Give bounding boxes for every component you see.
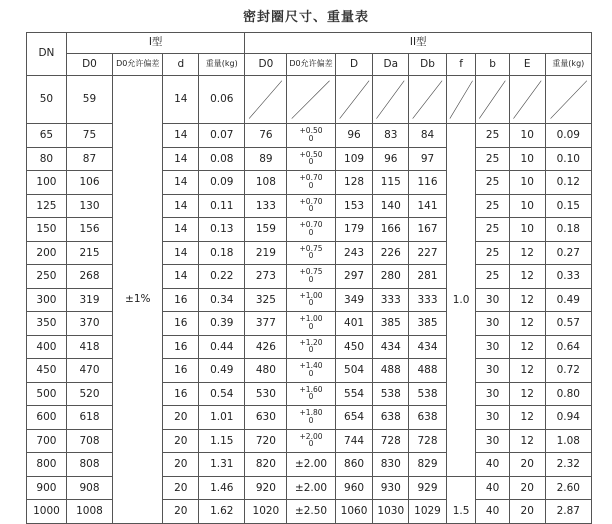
cell-weight-type2 bbox=[545, 76, 591, 124]
cell-d: 16 bbox=[163, 359, 199, 383]
seal-ring-table bbox=[26, 32, 592, 524]
cell-Db: 488 bbox=[409, 359, 447, 383]
cell-b: 25 bbox=[476, 241, 510, 265]
tolerance-line: +0.50 bbox=[299, 149, 323, 159]
cell-b: 30 bbox=[476, 382, 510, 406]
cell-d: 14 bbox=[163, 265, 199, 289]
cell-weight-type1: 0.22 bbox=[199, 265, 245, 289]
cell-d0-type1: 106 bbox=[66, 171, 112, 195]
cell-weight-type1: 1.15 bbox=[199, 429, 245, 453]
cell-D: 128 bbox=[335, 171, 373, 195]
cell-d0-tolerance-type2 bbox=[287, 194, 335, 218]
header-type1-col: D0允许偏差 bbox=[113, 54, 163, 76]
cell-d0-tolerance-type2 bbox=[287, 312, 335, 336]
cell-weight-type2: 2.60 bbox=[545, 476, 591, 500]
cell-d0-type2: 920 bbox=[245, 476, 287, 500]
cell-Da bbox=[373, 76, 409, 124]
cell-weight-type1: 0.06 bbox=[199, 76, 245, 124]
cell-Db: 1029 bbox=[409, 500, 447, 524]
cell-Da: 226 bbox=[373, 241, 409, 265]
cell-b: 40 bbox=[476, 500, 510, 524]
cell-d: 14 bbox=[163, 147, 199, 171]
cell-weight-type2: 0.10 bbox=[545, 147, 591, 171]
cell-D: 153 bbox=[335, 194, 373, 218]
table-row bbox=[27, 241, 592, 265]
cell-d0-type2: 630 bbox=[245, 406, 287, 430]
cell-d0-type2: 1020 bbox=[245, 500, 287, 524]
cell-weight-type2: 0.49 bbox=[545, 288, 591, 312]
table-row bbox=[27, 500, 592, 524]
cell-d0-type2 bbox=[245, 76, 287, 124]
header-type2-col: Da bbox=[373, 54, 409, 76]
cell-D: 450 bbox=[335, 335, 373, 359]
cell-b: 25 bbox=[476, 218, 510, 242]
table-row bbox=[27, 359, 592, 383]
cell-E: 10 bbox=[509, 124, 545, 148]
cell-weight-type2: 0.94 bbox=[545, 406, 591, 430]
cell-dn: 450 bbox=[27, 359, 67, 383]
cell-Da: 538 bbox=[373, 382, 409, 406]
tolerance-line: 0 bbox=[308, 180, 314, 190]
cell-weight-type1: 0.07 bbox=[199, 124, 245, 148]
cell-weight-type2: 0.33 bbox=[545, 265, 591, 289]
cell-D: 179 bbox=[335, 218, 373, 242]
cell-E: 12 bbox=[509, 429, 545, 453]
cell-Da: 830 bbox=[373, 453, 409, 477]
cell-weight-type2: 0.15 bbox=[545, 194, 591, 218]
cell-b: 25 bbox=[476, 194, 510, 218]
table-row bbox=[27, 171, 592, 195]
cell-d0-type1: 418 bbox=[66, 335, 112, 359]
header-type2-col: f bbox=[446, 54, 475, 76]
cell-dn: 65 bbox=[27, 124, 67, 148]
cell-Da: 83 bbox=[373, 124, 409, 148]
cell-E: 12 bbox=[509, 265, 545, 289]
tolerance-line: 0 bbox=[308, 157, 314, 167]
cell-d: 14 bbox=[163, 171, 199, 195]
cell-Db: 333 bbox=[409, 288, 447, 312]
cell-b: 25 bbox=[476, 171, 510, 195]
cell-b: 30 bbox=[476, 288, 510, 312]
header-type1-col: 重量(kg) bbox=[199, 54, 245, 76]
cell-d0-type1: 1008 bbox=[66, 500, 112, 524]
empty-mark bbox=[476, 76, 509, 123]
empty-mark bbox=[510, 76, 545, 123]
cell-D bbox=[335, 76, 373, 124]
cell-Db: 434 bbox=[409, 335, 447, 359]
tolerance-line: 0 bbox=[308, 392, 314, 402]
cell-weight-type1: 0.34 bbox=[199, 288, 245, 312]
cell-E: 12 bbox=[509, 312, 545, 336]
cell-D: 960 bbox=[335, 476, 373, 500]
cell-dn: 1000 bbox=[27, 500, 67, 524]
table-row bbox=[27, 382, 592, 406]
cell-b: 40 bbox=[476, 453, 510, 477]
cell-weight-type1: 0.08 bbox=[199, 147, 245, 171]
cell-Db: 227 bbox=[409, 241, 447, 265]
cell-D: 109 bbox=[335, 147, 373, 171]
cell-d: 14 bbox=[163, 241, 199, 265]
cell-E: 12 bbox=[509, 359, 545, 383]
cell-Da: 1030 bbox=[373, 500, 409, 524]
cell-d0-type2: 377 bbox=[245, 312, 287, 336]
cell-D: 654 bbox=[335, 406, 373, 430]
cell-d0-type1: 215 bbox=[66, 241, 112, 265]
cell-Da: 166 bbox=[373, 218, 409, 242]
tolerance-line: 0 bbox=[308, 274, 314, 284]
cell-d0-type2: 530 bbox=[245, 382, 287, 406]
cell-d0-type2: 720 bbox=[245, 429, 287, 453]
cell-Db: 385 bbox=[409, 312, 447, 336]
header-type2-col: E bbox=[509, 54, 545, 76]
cell-d0-tolerance-type2 bbox=[287, 335, 335, 359]
empty-mark bbox=[373, 76, 408, 123]
cell-d0-tolerance-type2 bbox=[287, 406, 335, 430]
tolerance-line: +1.80 bbox=[299, 408, 323, 418]
cell-d0-type1: 370 bbox=[66, 312, 112, 336]
header-type1: I型 bbox=[66, 33, 245, 54]
cell-d0-tolerance-type2: ±2.00 bbox=[287, 476, 335, 500]
cell-Db: 929 bbox=[409, 476, 447, 500]
cell-d0-tolerance-type2 bbox=[287, 359, 335, 383]
cell-Da: 385 bbox=[373, 312, 409, 336]
empty-mark bbox=[447, 76, 475, 123]
cell-D: 554 bbox=[335, 382, 373, 406]
cell-d0-tolerance-type2: ±2.00 bbox=[287, 453, 335, 477]
cell-dn: 700 bbox=[27, 429, 67, 453]
tolerance-line: 0 bbox=[308, 439, 314, 449]
cell-weight-type1: 1.01 bbox=[199, 406, 245, 430]
cell-weight-type2: 0.09 bbox=[545, 124, 591, 148]
cell-d0-type1: 470 bbox=[66, 359, 112, 383]
table-row bbox=[27, 147, 592, 171]
table-row bbox=[27, 429, 592, 453]
cell-d0-type1: 319 bbox=[66, 288, 112, 312]
cell-d: 16 bbox=[163, 335, 199, 359]
table-row bbox=[27, 453, 592, 477]
cell-Da: 280 bbox=[373, 265, 409, 289]
cell-weight-type2: 1.08 bbox=[545, 429, 591, 453]
cell-weight-type2: 0.57 bbox=[545, 312, 591, 336]
cell-d0-type1: 156 bbox=[66, 218, 112, 242]
cell-E: 20 bbox=[509, 476, 545, 500]
cell-E: 10 bbox=[509, 194, 545, 218]
cell-d0-type2: 108 bbox=[245, 171, 287, 195]
cell-d0-type2: 480 bbox=[245, 359, 287, 383]
cell-Db: 141 bbox=[409, 194, 447, 218]
cell-E: 10 bbox=[509, 147, 545, 171]
cell-weight-type1: 1.31 bbox=[199, 453, 245, 477]
cell-E: 10 bbox=[509, 171, 545, 195]
cell-d0-type1: 618 bbox=[66, 406, 112, 430]
tolerance-line: +0.70 bbox=[299, 196, 323, 206]
cell-D: 349 bbox=[335, 288, 373, 312]
cell-D: 96 bbox=[335, 124, 373, 148]
cell-b: 40 bbox=[476, 476, 510, 500]
header-dn: DN bbox=[27, 33, 67, 76]
cell-Da: 488 bbox=[373, 359, 409, 383]
cell-D: 401 bbox=[335, 312, 373, 336]
cell-d: 16 bbox=[163, 288, 199, 312]
cell-Db: 97 bbox=[409, 147, 447, 171]
table-row bbox=[27, 76, 592, 124]
header-type2-col: D bbox=[335, 54, 373, 76]
cell-E: 10 bbox=[509, 218, 545, 242]
table-row bbox=[27, 406, 592, 430]
cell-d0-type1: 59 bbox=[66, 76, 112, 124]
cell-d: 16 bbox=[163, 312, 199, 336]
cell-f: 1.0 bbox=[446, 124, 475, 477]
cell-dn: 80 bbox=[27, 147, 67, 171]
table-row bbox=[27, 124, 592, 148]
tolerance-line: 0 bbox=[308, 345, 314, 355]
cell-d0-tolerance-type2: ±2.50 bbox=[287, 500, 335, 524]
cell-D: 297 bbox=[335, 265, 373, 289]
cell-weight-type1: 0.13 bbox=[199, 218, 245, 242]
cell-d: 14 bbox=[163, 124, 199, 148]
cell-d0-type1: 520 bbox=[66, 382, 112, 406]
empty-mark bbox=[287, 76, 334, 123]
cell-b: 25 bbox=[476, 265, 510, 289]
cell-dn: 800 bbox=[27, 453, 67, 477]
cell-b: 30 bbox=[476, 335, 510, 359]
cell-d0-tolerance-type1: ±1% bbox=[113, 76, 163, 524]
header-type2: II型 bbox=[245, 33, 592, 54]
cell-Db: 829 bbox=[409, 453, 447, 477]
cell-E: 12 bbox=[509, 382, 545, 406]
cell-d0-tolerance-type2 bbox=[287, 218, 335, 242]
cell-weight-type2: 0.18 bbox=[545, 218, 591, 242]
cell-b: 25 bbox=[476, 124, 510, 148]
cell-d: 20 bbox=[163, 476, 199, 500]
cell-f bbox=[446, 76, 475, 124]
cell-d: 20 bbox=[163, 453, 199, 477]
table-row bbox=[27, 265, 592, 289]
cell-d0-type2: 325 bbox=[245, 288, 287, 312]
header-type1-col: d bbox=[163, 54, 199, 76]
cell-d0-tolerance-type2 bbox=[287, 429, 335, 453]
header-type2-col: D0允许偏差 bbox=[287, 54, 335, 76]
tolerance-line: +0.75 bbox=[299, 267, 323, 277]
cell-dn: 400 bbox=[27, 335, 67, 359]
cell-d0-tolerance-type2 bbox=[287, 265, 335, 289]
empty-mark bbox=[409, 76, 446, 123]
cell-weight-type2: 0.64 bbox=[545, 335, 591, 359]
cell-d0-tolerance-type2 bbox=[287, 288, 335, 312]
tolerance-line: 0 bbox=[308, 251, 314, 261]
cell-D: 504 bbox=[335, 359, 373, 383]
cell-d0-type1: 130 bbox=[66, 194, 112, 218]
cell-dn: 125 bbox=[27, 194, 67, 218]
cell-weight-type1: 1.62 bbox=[199, 500, 245, 524]
cell-b: 30 bbox=[476, 312, 510, 336]
cell-Da: 333 bbox=[373, 288, 409, 312]
header-type2-col: b bbox=[476, 54, 510, 76]
cell-d0-type2: 219 bbox=[245, 241, 287, 265]
cell-d0-type1: 75 bbox=[66, 124, 112, 148]
header-type1-col: D0 bbox=[66, 54, 112, 76]
cell-d0-type2: 159 bbox=[245, 218, 287, 242]
table-row bbox=[27, 476, 592, 500]
cell-Da: 140 bbox=[373, 194, 409, 218]
cell-Da: 638 bbox=[373, 406, 409, 430]
cell-Db: 167 bbox=[409, 218, 447, 242]
cell-d0-tolerance-type2 bbox=[287, 382, 335, 406]
cell-weight-type1: 0.49 bbox=[199, 359, 245, 383]
tolerance-line: 0 bbox=[308, 227, 314, 237]
cell-b bbox=[476, 76, 510, 124]
cell-d0-type1: 808 bbox=[66, 453, 112, 477]
cell-Db: 281 bbox=[409, 265, 447, 289]
cell-d0-type2: 76 bbox=[245, 124, 287, 148]
cell-E: 12 bbox=[509, 335, 545, 359]
cell-Db: 728 bbox=[409, 429, 447, 453]
cell-b: 30 bbox=[476, 429, 510, 453]
tolerance-line: 0 bbox=[308, 415, 314, 425]
cell-d: 20 bbox=[163, 429, 199, 453]
cell-weight-type2: 2.32 bbox=[545, 453, 591, 477]
table-row bbox=[27, 194, 592, 218]
table-row bbox=[27, 335, 592, 359]
cell-d: 20 bbox=[163, 406, 199, 430]
cell-D: 1060 bbox=[335, 500, 373, 524]
cell-D: 243 bbox=[335, 241, 373, 265]
cell-dn: 50 bbox=[27, 76, 67, 124]
cell-E: 12 bbox=[509, 406, 545, 430]
cell-Da: 930 bbox=[373, 476, 409, 500]
cell-d: 16 bbox=[163, 382, 199, 406]
cell-d0-tolerance-type2 bbox=[287, 241, 335, 265]
cell-d0-tolerance-type2 bbox=[287, 171, 335, 195]
table-row bbox=[27, 288, 592, 312]
cell-dn: 900 bbox=[27, 476, 67, 500]
cell-b: 30 bbox=[476, 359, 510, 383]
cell-Da: 96 bbox=[373, 147, 409, 171]
cell-E: 12 bbox=[509, 241, 545, 265]
cell-d0-type1: 87 bbox=[66, 147, 112, 171]
cell-d0-type1: 708 bbox=[66, 429, 112, 453]
tolerance-line: 0 bbox=[308, 298, 314, 308]
tolerance-line: 0 bbox=[308, 133, 314, 143]
cell-dn: 300 bbox=[27, 288, 67, 312]
table-row bbox=[27, 312, 592, 336]
tolerance-line: 0 bbox=[308, 321, 314, 331]
tolerance-line: +0.50 bbox=[299, 126, 323, 136]
cell-d0-type1: 908 bbox=[66, 476, 112, 500]
cell-dn: 350 bbox=[27, 312, 67, 336]
tolerance-line: +1.40 bbox=[299, 361, 323, 371]
cell-D: 744 bbox=[335, 429, 373, 453]
empty-mark bbox=[546, 76, 591, 123]
header-type2-col: 重量(kg) bbox=[545, 54, 591, 76]
tolerance-line: +1.20 bbox=[299, 337, 323, 347]
cell-weight-type1: 0.11 bbox=[199, 194, 245, 218]
cell-Db: 538 bbox=[409, 382, 447, 406]
cell-d0-type2: 273 bbox=[245, 265, 287, 289]
cell-Db: 84 bbox=[409, 124, 447, 148]
cell-b: 30 bbox=[476, 406, 510, 430]
cell-Db: 638 bbox=[409, 406, 447, 430]
cell-d0-type2: 426 bbox=[245, 335, 287, 359]
cell-dn: 600 bbox=[27, 406, 67, 430]
cell-E: 20 bbox=[509, 500, 545, 524]
header-type2-col: Db bbox=[409, 54, 447, 76]
cell-weight-type1: 0.09 bbox=[199, 171, 245, 195]
cell-weight-type2: 0.80 bbox=[545, 382, 591, 406]
cell-Da: 115 bbox=[373, 171, 409, 195]
cell-f: 1.5 bbox=[446, 476, 475, 523]
cell-E bbox=[509, 76, 545, 124]
cell-dn: 100 bbox=[27, 171, 67, 195]
cell-weight-type1: 0.18 bbox=[199, 241, 245, 265]
empty-mark bbox=[245, 76, 286, 123]
cell-dn: 500 bbox=[27, 382, 67, 406]
tolerance-line: +1.60 bbox=[299, 384, 323, 394]
empty-mark bbox=[336, 76, 373, 123]
table-title: 密封圈尺寸、重量表 bbox=[242, 10, 369, 25]
cell-d0-tolerance-type2 bbox=[287, 147, 335, 171]
cell-d0-tolerance-type2 bbox=[287, 76, 335, 124]
cell-b: 25 bbox=[476, 147, 510, 171]
cell-d0-type2: 820 bbox=[245, 453, 287, 477]
cell-d0-tolerance-type2 bbox=[287, 124, 335, 148]
tolerance-line: +1.00 bbox=[299, 290, 323, 300]
tolerance-line: 0 bbox=[308, 204, 314, 214]
cell-Db: 116 bbox=[409, 171, 447, 195]
cell-Da: 434 bbox=[373, 335, 409, 359]
cell-d: 14 bbox=[163, 76, 199, 124]
cell-weight-type2: 0.12 bbox=[545, 171, 591, 195]
tolerance-line: +0.70 bbox=[299, 220, 323, 230]
cell-Db bbox=[409, 76, 447, 124]
cell-weight-type2: 0.27 bbox=[545, 241, 591, 265]
cell-d: 20 bbox=[163, 500, 199, 524]
cell-dn: 200 bbox=[27, 241, 67, 265]
cell-weight-type1: 0.54 bbox=[199, 382, 245, 406]
header-type2-col: D0 bbox=[245, 54, 287, 76]
tolerance-line: +0.75 bbox=[299, 243, 323, 253]
cell-weight-type2: 0.72 bbox=[545, 359, 591, 383]
cell-Da: 728 bbox=[373, 429, 409, 453]
tolerance-line: +1.00 bbox=[299, 314, 323, 324]
cell-weight-type1: 1.46 bbox=[199, 476, 245, 500]
cell-weight-type2: 2.87 bbox=[545, 500, 591, 524]
cell-d0-type2: 89 bbox=[245, 147, 287, 171]
table-row bbox=[27, 218, 592, 242]
cell-d: 14 bbox=[163, 218, 199, 242]
cell-d0-type2: 133 bbox=[245, 194, 287, 218]
cell-D: 860 bbox=[335, 453, 373, 477]
cell-E: 12 bbox=[509, 288, 545, 312]
cell-dn: 250 bbox=[27, 265, 67, 289]
tolerance-line: +0.70 bbox=[299, 173, 323, 183]
tolerance-line: +2.00 bbox=[299, 431, 323, 441]
cell-d0-type1: 268 bbox=[66, 265, 112, 289]
cell-d: 14 bbox=[163, 194, 199, 218]
cell-weight-type1: 0.44 bbox=[199, 335, 245, 359]
tolerance-line: 0 bbox=[308, 368, 314, 378]
cell-dn: 150 bbox=[27, 218, 67, 242]
cell-weight-type1: 0.39 bbox=[199, 312, 245, 336]
cell-E: 20 bbox=[509, 453, 545, 477]
